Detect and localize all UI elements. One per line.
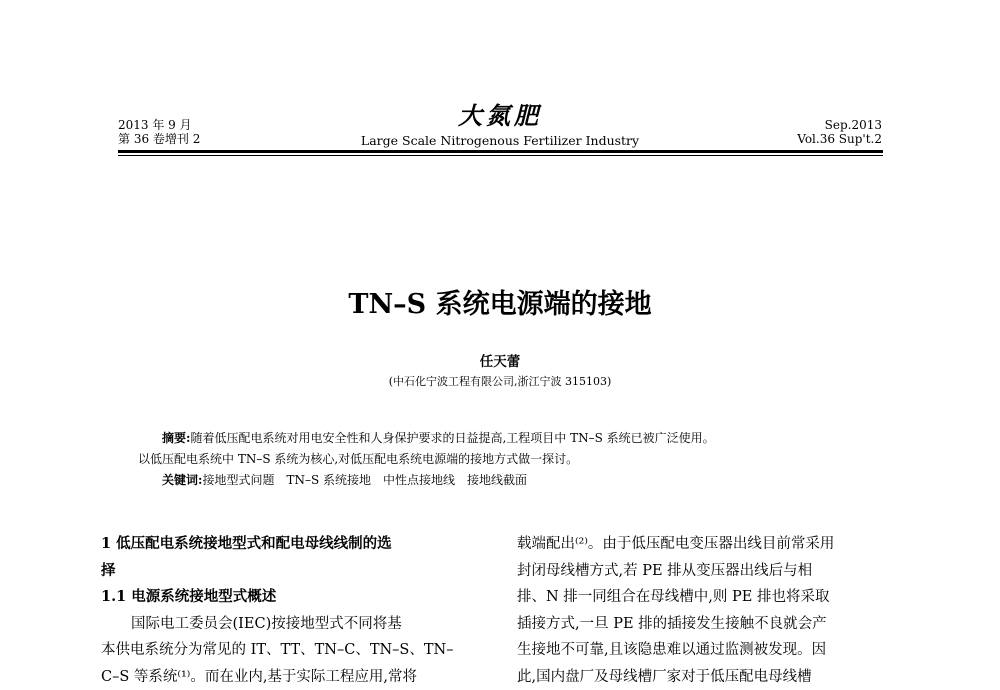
subsection-heading: 1.1 电源系统接地型式概述 bbox=[101, 584, 474, 611]
abstract-text-1: 随着低压配电系统对用电安全性和人身保护要求的日益提高,工程项目中 TN–S 系统已被广泛使用。 bbox=[190, 431, 714, 445]
paragraph-line: 插接方式,一旦 PE 排的插接发生接触不良就会产 bbox=[517, 611, 883, 638]
section-heading: 1 低压配电系统接地型式和配电母线线制的选 bbox=[101, 531, 474, 558]
keyword: 接地线截面 bbox=[467, 473, 527, 487]
keywords-label: 关键词: bbox=[162, 473, 202, 487]
paragraph-line: C–S 等系统⁽¹⁾。而在业内,基于实际工程应用,常将 bbox=[101, 664, 474, 690]
body-left-column bbox=[101, 531, 474, 690]
journal-english-name: Large Scale Nitrogenous Fertilizer Industry bbox=[0, 133, 1000, 148]
issue-date: 2013 年 9 月 bbox=[118, 118, 192, 132]
keyword: 接地型式问题 bbox=[202, 473, 274, 487]
keywords-line bbox=[138, 470, 866, 491]
volume-info: 第 36 卷增刊 2 bbox=[118, 132, 200, 146]
article-author: 任天蕾 bbox=[0, 350, 1000, 370]
issue-date-en: Sep.2013 bbox=[825, 118, 882, 132]
paragraph-line: 排、N 排一同组合在母线槽中,则 PE 排也将采取 bbox=[517, 584, 883, 611]
paragraph-line: 本供电系统分为常见的 IT、TT、TN–C、TN–S、TN– bbox=[101, 637, 474, 664]
abstract-label: 摘要: bbox=[162, 431, 190, 445]
article-title: TN–S 系统电源端的接地 bbox=[0, 282, 1000, 321]
abstract-line-1 bbox=[138, 428, 866, 449]
paragraph-line: 封闭母线槽方式,若 PE 排从变压器出线后与相 bbox=[517, 558, 883, 585]
abstract-line-2 bbox=[138, 449, 866, 470]
header-rule-thin bbox=[118, 155, 883, 156]
paragraph-line: 国际电工委员会(IEC)按接地型式不同将基 bbox=[101, 611, 474, 638]
author-affiliation: (中石化宁波工程有限公司,浙江宁波 315103) bbox=[0, 373, 1000, 389]
keyword: TN–S 系统接地 bbox=[286, 473, 371, 487]
journal-logo: 大氮肥 bbox=[0, 96, 1000, 131]
volume-info-en: Vol.36 Sup't.2 bbox=[797, 132, 882, 146]
body-right-column bbox=[517, 531, 883, 690]
section-heading-cont: 择 bbox=[101, 558, 474, 585]
paragraph-line: 生接地不可靠,且该隐患难以通过监测被发现。因 bbox=[517, 637, 883, 664]
header-rule-thick bbox=[118, 150, 883, 153]
abstract-text-2: 以低压配电系统中 TN–S 系统为核心,对低压配电系统电源端的接地方式做一探讨。 bbox=[138, 452, 578, 466]
paragraph-line: 载端配出⁽²⁾。由于低压配电变压器出线目前常采用 bbox=[517, 531, 883, 558]
keyword: 中性点接地线 bbox=[383, 473, 455, 487]
abstract-block bbox=[138, 428, 866, 491]
paragraph-line: 此,国内盘厂及母线槽厂家对于低压配电母线槽 bbox=[517, 664, 883, 690]
